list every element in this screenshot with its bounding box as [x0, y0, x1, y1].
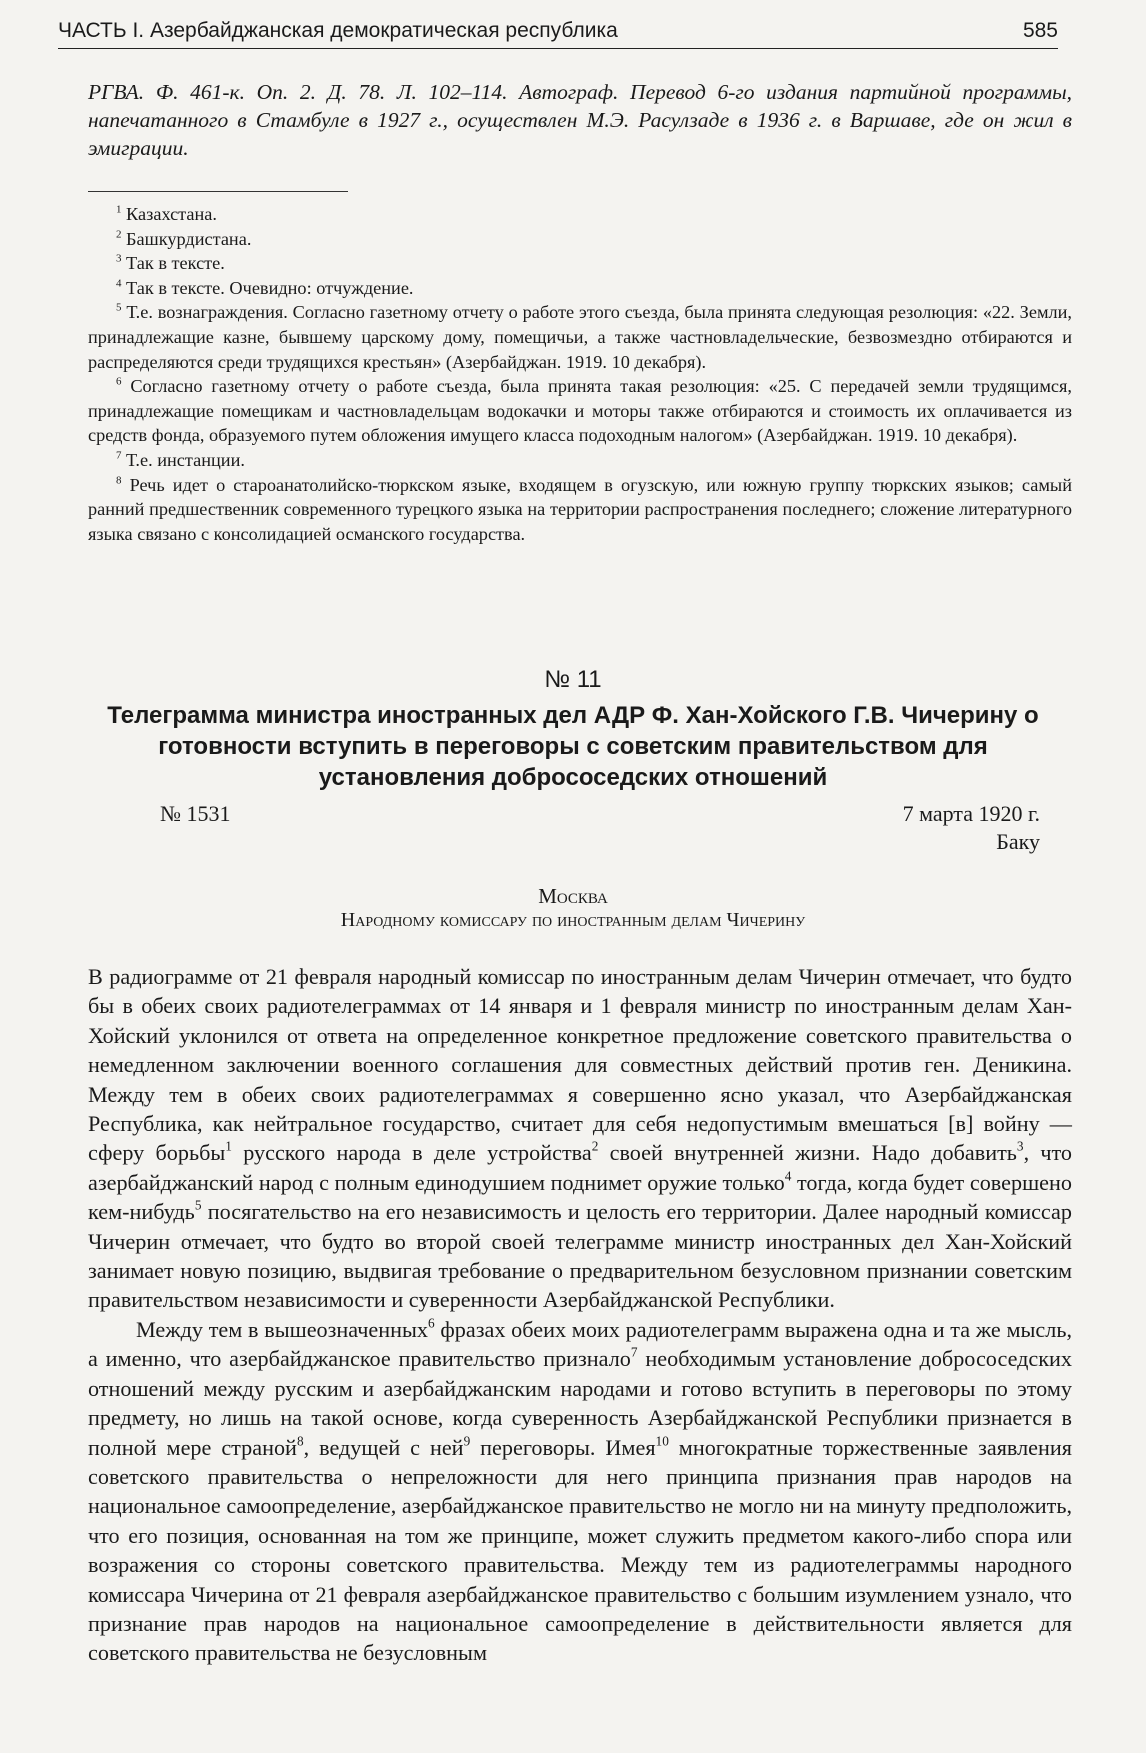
page-number: 585 — [1022, 19, 1058, 42]
footnote-text: Так в тексте. — [121, 253, 225, 274]
running-header — [58, 18, 1058, 49]
document-place: Баку — [996, 829, 1040, 854]
footnote — [88, 202, 1072, 227]
footnote — [88, 227, 1072, 252]
footnote-reference: 10 — [655, 1433, 669, 1449]
footnote-marker: 7 — [116, 449, 122, 462]
footnote-reference: 4 — [784, 1168, 792, 1184]
running-title: ЧАСТЬ I. Азербайджанская демократическая республика — [58, 19, 618, 42]
footnote-marker: 2 — [116, 227, 122, 240]
footnote-text: Речь идет о староанатолийско-тюркском языке, входящем в огузскую, или южную группу тюркских языков; самый ранний предшественник современного турецкого языка на территории распространения последнего; сложение литературного языка связано с консолидацией османского государства. — [88, 474, 1072, 544]
footnotes — [88, 202, 1072, 546]
text-run: переговоры. Имея — [470, 1434, 656, 1460]
footnote — [88, 251, 1072, 276]
footnote-text: Согласно газетному отчету о работе съезда, была принята такая резолюция: «25. С передачей земли трудящимся, принадлежащие помещикам и частновладельцам водокачки и моторы также отбираются и стоимость их оплачивается из средств фонда, образуемого путем обложения имущего класса подоходным налогом» (Азербайджан. 1919. 10 декабря). — [88, 376, 1072, 446]
text-run: посягательство на его независимость и целость его территории. Далее народный комиссар Чичерин отмечает, что будто во второй своей телеграмме министр иностранных дел Хан-Хойский занимает новую позицию, выдвигая требование о предварительном безусловном признании советским правительством независимости и суверенности Азербайджанской Республики. — [88, 1199, 1072, 1313]
document-number: № 11 — [544, 666, 602, 693]
footnote-marker: 4 — [116, 277, 122, 290]
footnote-marker: 1 — [116, 203, 122, 216]
registration-number: № 1531 — [160, 801, 231, 826]
addressee-city: Москва — [538, 884, 608, 908]
footnote-reference: 7 — [630, 1344, 638, 1360]
footnote-marker: 3 — [116, 252, 122, 265]
footnote-reference: 8 — [296, 1433, 304, 1449]
footnote-reference: 6 — [428, 1315, 435, 1331]
footnote-text: Т.е. вознаграждения. Согласно газетному отчету о работе этого съезда, была принята следующая резолюция: «22. Земли, принадлежащие казне, бывшему царскому дому, помещичьи, а также частновладельческие, безвозмездно отбираются и распределяются среди трудящихся крестьян» (Азербайджан. 1919. 10 декабря). — [88, 302, 1072, 372]
footnote — [88, 300, 1072, 374]
footnote — [88, 276, 1072, 301]
footnote-reference: 3 — [1016, 1139, 1024, 1155]
text-run: необходимым установление добрососедских отношений между русским и азербайджанским народами и готово вступить в переговоры по этому предмету, но лишь на такой основе, когда суверенность Азербайджанской Республики признается в полной мере страной — [88, 1346, 1073, 1460]
footnote-reference: 9 — [463, 1433, 471, 1449]
addressee: Народному комиссару по иностранным делам Чичерину — [340, 909, 806, 931]
footnote-marker: 5 — [116, 301, 122, 314]
document-date: 7 марта 1920 г. — [902, 801, 1040, 826]
document-title: Телеграмма министра иностранных дел АДР Ф. Хан-Хойского Г.В. Чичерину о готовности вступить в переговоры с советским правительством для установления добрососедских отношений — [107, 702, 1039, 791]
footnote — [88, 448, 1072, 473]
footnote-reference: 5 — [194, 1197, 202, 1213]
footnote-reference: 1 — [225, 1139, 232, 1155]
footnote-text: Казахстана. — [121, 204, 217, 224]
body-paragraph — [88, 962, 1072, 1315]
footnote-text: Так в тексте. Очевидно: отчуждение. — [121, 277, 414, 298]
text-run: своей внутренней жизни. Надо добавить — [598, 1140, 1017, 1166]
footnote-divider — [88, 191, 348, 192]
footnote-text: Т.е. инстанции. — [121, 449, 245, 470]
text-run: , ведущей с ней — [303, 1434, 464, 1460]
telegram-body — [88, 962, 1072, 1668]
text-run: многократные торжественные заявления советского правительства о непреложности для него принципа признания прав народов на национальное самоопределение, азербайджанское правительство не могло ни на минуту предположить, что его позиция, основанная на том же принципе, может служить предметом какого-либо спора или возражения со стороны советского правительства. Между тем из радиотелеграммы народного комиссара Чичерина от 21 февраля азербайджанское правительство с большим изумлением узнало, что признание прав народов на национальное самоопределение в действительности является для советского правительства не безусловным — [88, 1434, 1072, 1666]
text-run: тогда, когда будет совершено кем-нибудь — [88, 1169, 1072, 1225]
text-run: , что азербайджанский народ с полным единодушием поднимет оружие только — [88, 1140, 1073, 1195]
footnote-reference: 2 — [591, 1139, 599, 1155]
footnote — [88, 374, 1072, 448]
archival-source-note: РГВА. Ф. 461-к. Оп. 2. Д. 78. Л. 102–114. Автограф. Перевод 6-го издания партийной программы, напечатанного в Стамбуле в 1927 г., осуществлен М.Э. Расулзаде в 1936 г. в Варшаве, где он жил в эмиграции. — [88, 80, 1072, 160]
text-run: В радиограмме от 21 февраля народный комиссар по иностранным делам Чичерин отмечает, что будто бы в обеих своих радиотелеграммах от 14 января и 1 февраля министр по иностранным делам Хан-Хойский уклонился от ответа на определенное конкретное предложение советского правительства о немедленном заключении военного соглашения для совместных действий против ген. Деникина. Между тем в обеих своих радиотелеграммах я совершенно ясно указал, что Азербайджанская Республика, как нейтральное государство, считает для себя недопустимым вмешаться [в] войну — сферу борьбы — [88, 964, 1072, 1166]
text-run: русского народа в деле устройства — [231, 1140, 592, 1166]
text-run: Между тем в вышеозначенных — [136, 1316, 429, 1342]
body-paragraph — [88, 1315, 1072, 1668]
text-run: фразах обеих моих радиотелеграмм выражена одна и та же мысль, а именно, что азербайджанское правительство признало — [88, 1316, 1072, 1372]
footnote-text: Башкурдистана. — [121, 228, 252, 249]
footnote-marker: 8 — [116, 473, 122, 486]
footnote — [88, 473, 1072, 547]
footnote-marker: 6 — [116, 375, 122, 388]
